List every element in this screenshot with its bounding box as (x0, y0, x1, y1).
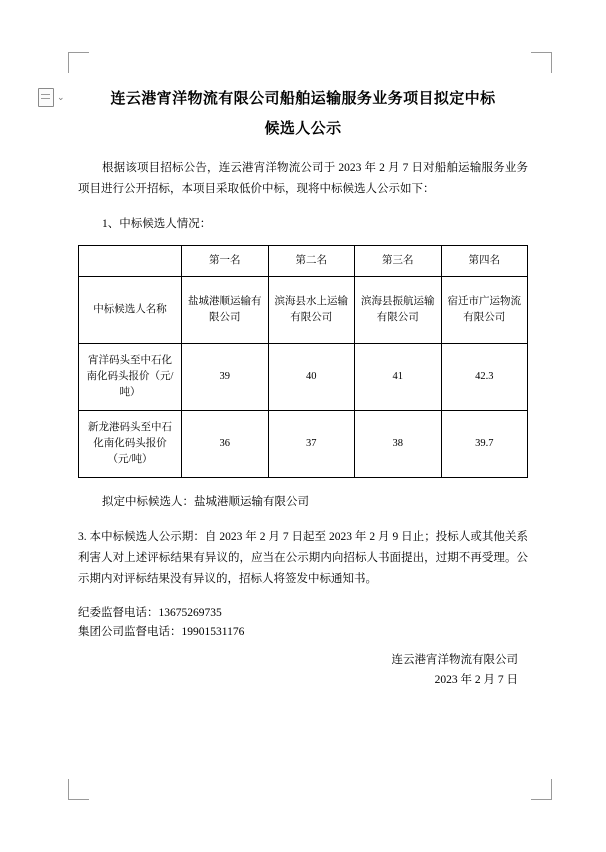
signature-block (78, 650, 528, 690)
table-row (79, 411, 528, 478)
cell-price-route1-4: 42.3 (441, 344, 528, 411)
winner-value: 盐城港顺运输有限公司 (194, 496, 309, 508)
crop-mark-top-right (531, 52, 552, 73)
paragraph-intro: 根据该项目招标公告，连云港宵洋物流公司于 2023 年 2 月 7 日对船舶运输服务业务项目进行公开招标，本项目采取低价中标，现将中标候选人公示如下： (78, 162, 528, 195)
crop-mark-bottom-left (68, 779, 89, 800)
bid-candidates-table (78, 245, 528, 478)
cell-price-route1-2: 40 (268, 344, 355, 411)
table-header-row (79, 246, 528, 277)
document-icon[interactable] (38, 86, 68, 108)
page-title-line1: 连云港宵洋物流有限公司船舶运输服务业务项目拟定中标 (110, 91, 496, 107)
contact-block (78, 604, 528, 642)
page-glyph-icon (38, 88, 54, 107)
cell-candidate-name-3: 滨海县振航运输有限公司 (355, 277, 442, 344)
row-label-candidate-name: 中标候选人名称 (79, 277, 182, 344)
cell-candidate-name-1: 盐城港顺运输有限公司 (182, 277, 269, 344)
page-title-line2: 候选人公示 (264, 121, 342, 137)
paragraph-section1: 1、中标候选人情况： (102, 218, 212, 230)
crop-mark-top-left (68, 52, 89, 73)
cell-candidate-name-2: 滨海县水上运输有限公司 (268, 277, 355, 344)
table-header-rank-2: 第二名 (268, 246, 355, 277)
cell-price-route1-3: 41 (355, 344, 442, 411)
cell-price-route1-1: 39 (182, 344, 269, 411)
paragraph-section3: 3. 本中标候选人公示期：自 2023 年 2 月 7 日起至 2023 年 2 月 9 日止；投标人或其他关系利害人对上述评标结果有异议的，应当在公示期内向招标人书面提出，过期不再受理。公示期内对评标结果没有异议的，招标人将签发中标通知书。 (78, 531, 528, 585)
signature-date: 2023 年 2 月 7 日 (434, 674, 518, 686)
crop-mark-bottom-right (531, 779, 552, 800)
chevron-down-icon[interactable]: ⌄ (57, 91, 65, 102)
table-row (79, 277, 528, 344)
cell-price-route2-1: 36 (182, 411, 269, 478)
cell-price-route2-4: 39.7 (441, 411, 528, 478)
cell-candidate-name-4: 宿迁市广运物流有限公司 (441, 277, 528, 344)
winner-label: 拟定中标候选人： (102, 496, 194, 508)
contact-discipline-phone: 纪委监督电话：13675269735 (78, 607, 222, 619)
table-corner-cell (79, 246, 182, 277)
table-row (79, 344, 528, 411)
row-label-price-route-2: 新龙港码头至中石化南化码头报价（元/吨） (79, 411, 182, 478)
signature-company: 连云港宵洋物流有限公司 (391, 654, 518, 666)
paragraph-winner (78, 492, 528, 513)
contact-group-phone: 集团公司监督电话：19901531176 (78, 626, 245, 638)
document-body (78, 72, 528, 690)
cell-price-route2-2: 37 (268, 411, 355, 478)
table-header-rank-1: 第一名 (182, 246, 269, 277)
table-header-rank-3: 第三名 (355, 246, 442, 277)
cell-price-route2-3: 38 (355, 411, 442, 478)
table-header-rank-4: 第四名 (441, 246, 528, 277)
row-label-price-route-1: 宵洋码头至中石化南化码头报价（元/吨） (79, 344, 182, 411)
page-title (78, 84, 528, 144)
